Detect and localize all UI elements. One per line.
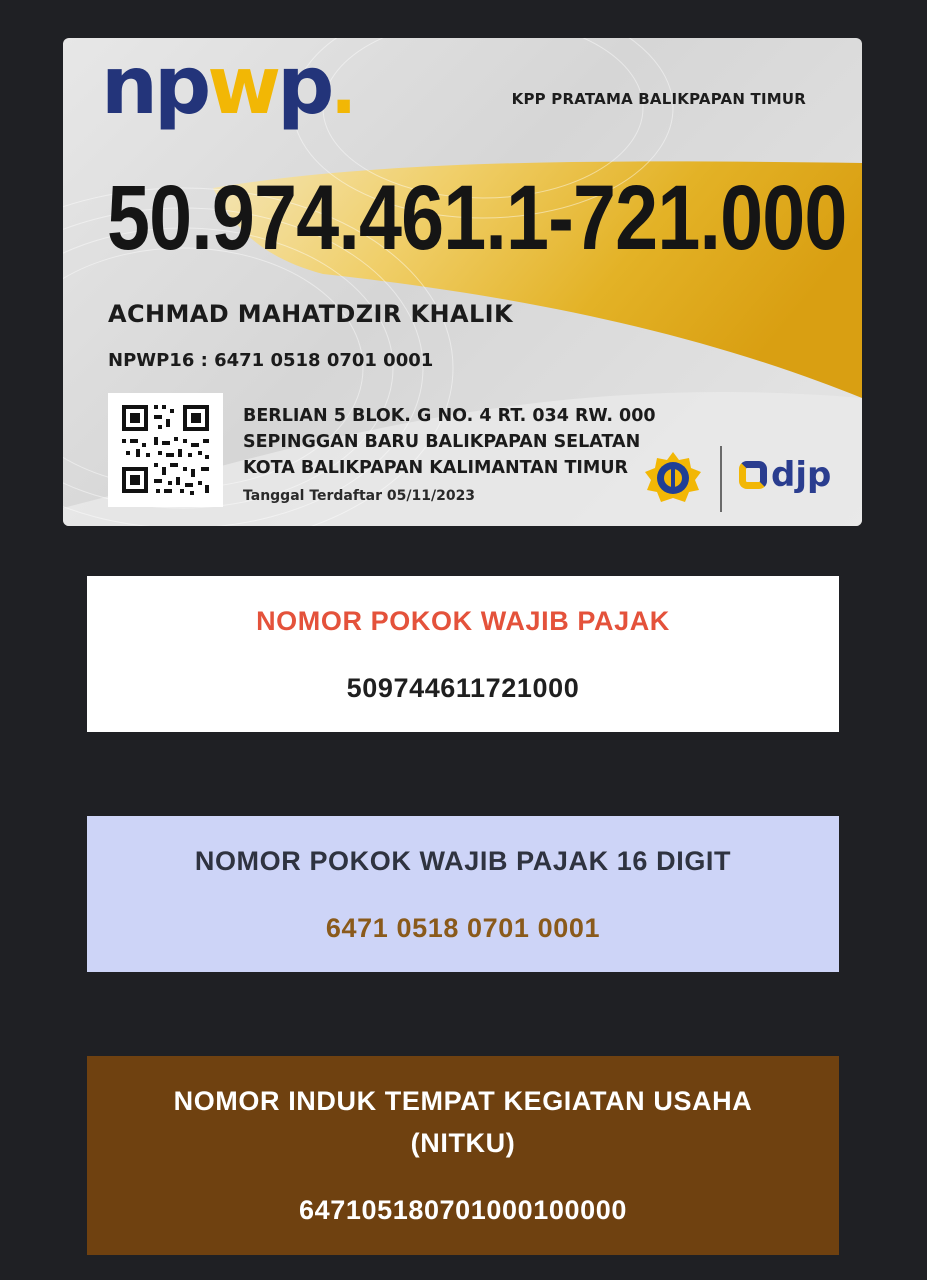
address-line-2: SEPINGGAN BARU BALIKPAPAN SELATAN bbox=[243, 432, 641, 452]
nitku-title bbox=[87, 1080, 839, 1164]
npwp-info-box bbox=[87, 576, 839, 732]
djp-mark-icon bbox=[739, 461, 767, 489]
tax-office-label: KPP PRATAMA BALIKPAPAN TIMUR bbox=[511, 90, 806, 108]
kemenkeu-emblem-icon bbox=[643, 450, 703, 506]
npwp-card bbox=[63, 38, 862, 526]
nitku-title-line-2: (NITKU) bbox=[410, 1128, 516, 1158]
djp-logo-text: djp bbox=[771, 455, 832, 495]
nitku-value: 647105180701000100000 bbox=[299, 1195, 627, 1225]
logo-divider bbox=[720, 446, 722, 512]
qr-code-icon bbox=[108, 393, 223, 507]
npwp-logo: npwp. bbox=[101, 39, 353, 132]
npwp16-value: 6471 0518 0701 0001 bbox=[325, 913, 601, 943]
npwp-title: NOMOR POKOK WAJIB PAJAK bbox=[256, 606, 670, 636]
npwp16-line: NPWP16 : 6471 0518 0701 0001 bbox=[108, 350, 434, 371]
nitku-info-box bbox=[87, 1056, 839, 1255]
npwp-value: 509744611721000 bbox=[346, 673, 580, 703]
holder-name: ACHMAD MAHATDZIR KHALIK bbox=[108, 300, 514, 328]
address-block bbox=[243, 403, 656, 481]
registration-date: Tanggal Terdaftar 05/11/2023 bbox=[243, 488, 476, 504]
address-line-1: BERLIAN 5 BLOK. G NO. 4 RT. 034 RW. 000 bbox=[243, 406, 656, 426]
nitku-title-line-1: NOMOR INDUK TEMPAT KEGIATAN USAHA bbox=[173, 1086, 753, 1116]
address-line-3: KOTA BALIKPAPAN KALIMANTAN TIMUR bbox=[243, 458, 629, 478]
npwp-number: 50.974.461.1-721.000 bbox=[107, 167, 847, 269]
npwp16-info-box bbox=[87, 816, 839, 972]
djp-logo bbox=[739, 455, 832, 495]
npwp16-title: NOMOR POKOK WAJIB PAJAK 16 DIGIT bbox=[194, 846, 732, 876]
